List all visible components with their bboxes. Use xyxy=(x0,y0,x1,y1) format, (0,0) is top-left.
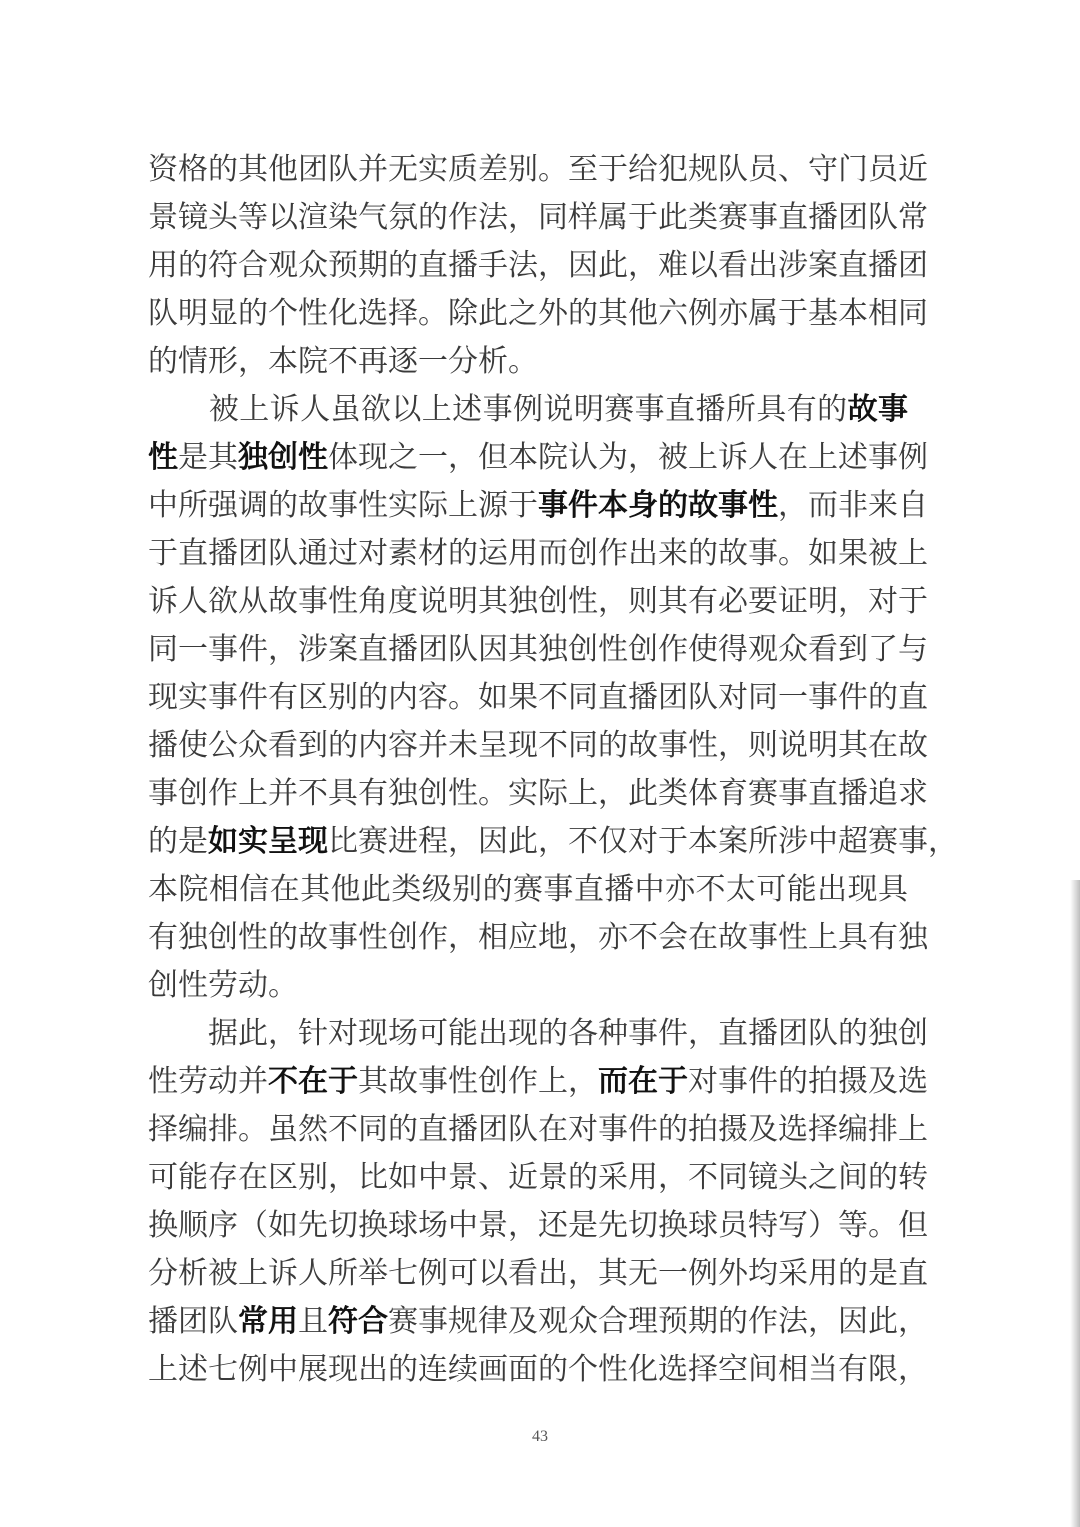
text-line xyxy=(148,290,928,338)
text-line xyxy=(148,1106,928,1154)
text-line xyxy=(148,914,928,962)
emphasized-text: 不在于 xyxy=(268,1064,358,1099)
text-run: 其故事性创作上， xyxy=(358,1064,598,1099)
text-run: 本院相信在其他此类级别的赛事直播中亦不太可能出现具 xyxy=(148,872,908,907)
text-run: 景镜头等以渲染气氛的作法，同样属于此类赛事直播团队常 xyxy=(148,200,928,235)
text-run: 性劳动并 xyxy=(148,1064,268,1099)
text-line xyxy=(148,1154,928,1202)
text-run: 可能存在区别，比如中景、近景的采用，不同镜头之间的转 xyxy=(148,1160,928,1195)
text-run: 赛事规律及观众合理预期的作法，因此， xyxy=(388,1304,928,1339)
text-run: 的是 xyxy=(148,824,208,859)
emphasized-text: 符合 xyxy=(328,1304,388,1339)
text-run: 同一事件，涉案直播团队因其独创性创作使得观众看到了与 xyxy=(148,632,928,667)
text-line xyxy=(148,482,928,530)
text-run: 中所强调的故事性实际上源于 xyxy=(148,488,538,523)
text-run: 且 xyxy=(298,1304,328,1339)
text-line xyxy=(148,866,908,914)
text-line xyxy=(148,770,928,818)
text-line xyxy=(148,146,928,194)
text-line xyxy=(148,818,958,866)
text-run: 队明显的个性化选择。除此之外的其他六例亦属于基本相同 xyxy=(148,296,928,331)
emphasized-text: 而在于 xyxy=(598,1064,688,1099)
text-run: 是其 xyxy=(178,440,238,475)
text-line xyxy=(148,530,928,578)
text-line xyxy=(148,338,908,386)
text-line xyxy=(148,1202,928,1250)
text-line xyxy=(148,386,908,434)
body-text xyxy=(148,146,958,1394)
page-number: 43 xyxy=(532,1428,548,1445)
text-line xyxy=(148,434,928,482)
text-run: 的情形，本院不再逐一分析。 xyxy=(148,344,538,379)
text-run: 分析被上诉人所举七例可以看出，其无一例外均采用的是直 xyxy=(148,1256,928,1291)
text-run: 比赛进程，因此，不仅对于本案所涉中超赛事， xyxy=(328,824,958,859)
text-line xyxy=(148,626,928,674)
text-line xyxy=(148,722,928,770)
emphasized-text: 如实呈现 xyxy=(208,824,328,859)
text-run: 于直播团队通过对素材的运用而创作出来的故事。如果被上 xyxy=(148,536,928,571)
text-line xyxy=(148,1010,928,1058)
paragraph-p1 xyxy=(148,146,928,386)
paragraph-p2 xyxy=(148,386,958,1010)
emphasized-text: 事件本身的故事性 xyxy=(538,488,778,523)
text-line xyxy=(148,194,928,242)
text-run: 换顺序（如先切换球场中景，还是先切换球员特写）等。但 xyxy=(148,1208,928,1243)
emphasized-text: 常用 xyxy=(238,1304,298,1339)
text-line xyxy=(148,1250,928,1298)
text-run: 上述七例中展现出的连续画面的个性化选择空间相当有限， xyxy=(148,1352,928,1387)
text-line xyxy=(148,1298,928,1346)
text-line xyxy=(148,962,908,1010)
text-run: 据此，针对现场可能出现的各种事件，直播团队的独创 xyxy=(148,1016,928,1051)
text-run: 播团队 xyxy=(148,1304,238,1339)
text-run: 被上诉人虽欲以上述事例说明赛事直播所具有的 xyxy=(148,392,848,427)
text-line xyxy=(148,1346,928,1394)
emphasized-text: 故事 xyxy=(847,392,909,427)
text-line xyxy=(148,242,928,290)
text-line xyxy=(148,674,928,722)
text-run: 播使公众看到的内容并未呈现不同的故事性，则说明其在故 xyxy=(148,728,928,763)
text-run: 对事件的拍摄及选 xyxy=(688,1064,928,1099)
emphasized-text: 独创性 xyxy=(238,440,328,475)
text-run: 用的符合观众预期的直播手法，因此，难以看出涉案直播团 xyxy=(148,248,928,283)
text-run: ，而非来自 xyxy=(778,488,928,523)
text-run: 现实事件有区别的内容。如果不同直播团队对同一事件的直 xyxy=(148,680,928,715)
text-run: 有独创性的故事性创作，相应地，亦不会在故事性上具有独 xyxy=(148,920,928,955)
emphasized-text: 性 xyxy=(148,440,178,475)
text-line xyxy=(148,578,928,626)
text-run: 体现之一，但本院认为，被上诉人在上述事例 xyxy=(328,440,928,475)
paragraph-p3 xyxy=(148,1010,928,1394)
text-line xyxy=(148,1058,928,1106)
scan-edge-shadow xyxy=(1070,880,1080,1527)
text-run: 资格的其他团队并无实质差别。至于给犯规队员、守门员近 xyxy=(148,152,928,187)
text-run: 事创作上并不具有独创性。实际上，此类体育赛事直播追求 xyxy=(148,776,928,811)
text-run: 择编排。虽然不同的直播团队在对事件的拍摄及选择编排上 xyxy=(148,1112,928,1147)
text-run: 诉人欲从故事性角度说明其独创性，则其有必要证明，对于 xyxy=(148,584,928,619)
text-run: 创性劳动。 xyxy=(148,968,298,1003)
